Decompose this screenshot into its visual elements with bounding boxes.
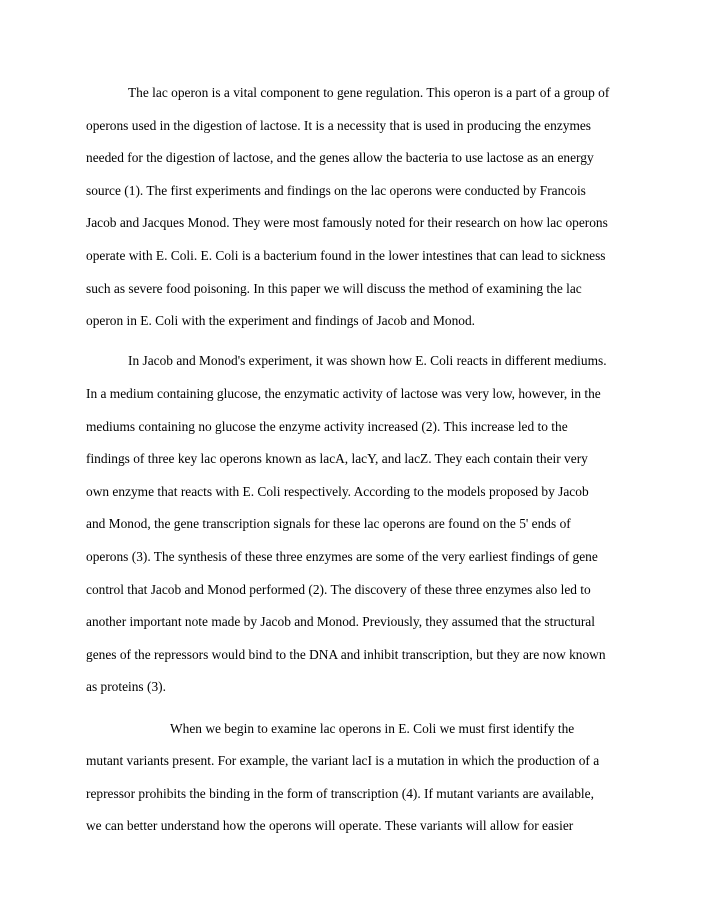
text-line: In Jacob and Monod's experiment, it was shown how E. Coli reacts in different mediums. [128, 353, 607, 368]
text-line: own enzyme that reacts with E. Coli respectively. According to the models proposed by Jacob [86, 484, 589, 499]
text-line: In a medium containing glucose, the enzymatic activity of lactose was very low, however, in the [86, 386, 601, 401]
text-line: mediums containing no glucose the enzyme activity increased (2). This increase led to the [86, 419, 568, 434]
text-line: control that Jacob and Monod performed (2). The discovery of these three enzymes also led to [86, 582, 591, 597]
text-line: When we begin to examine lac operons in E. Coli we must first identify the [170, 721, 575, 736]
text-line: The lac operon is a vital component to gene regulation. This operon is a part of a group of [128, 85, 610, 100]
text-line: another important note made by Jacob and Monod. Previously, they assumed that the structural [86, 614, 595, 629]
text-line: repressor prohibits the binding in the form of transcription (4). If mutant variants are available, [86, 786, 594, 801]
text-line: operons (3). The synthesis of these three enzymes are some of the very earliest findings of gene [86, 549, 598, 564]
text-line: findings of three key lac operons known as lacA, lacY, and lacZ. They each contain their very [86, 451, 588, 466]
text-line: we can better understand how the operons will operate. These variants will allow for easier [86, 818, 574, 833]
text-line: as proteins (3). [86, 679, 166, 694]
text-line: source (1). The first experiments and findings on the lac operons were conducted by Francois [86, 183, 586, 198]
text-line: mutant variants present. For example, the variant lacI is a mutation in which the production of a [86, 753, 600, 768]
text-line: operon in E. Coli with the experiment and findings of Jacob and Monod. [86, 313, 476, 328]
text-line: operate with E. Coli. E. Coli is a bacterium found in the lower intestines that can lead to sickness [86, 248, 606, 263]
text-line: needed for the digestion of lactose, and the genes allow the bacteria to use lactose as an energy [86, 150, 594, 165]
text-line: and Monod, the gene transcription signals for these lac operons are found on the 5' ends of [86, 516, 571, 531]
text-line: genes of the repressors would bind to the DNA and inhibit transcription, but they are now known [86, 647, 606, 662]
text-line: Jacob and Jacques Monod. They were most famously noted for their research on how lac operons [86, 215, 608, 230]
text-line: such as severe food poisoning. In this paper we will discuss the method of examining the lac [86, 281, 582, 296]
text-line: operons used in the digestion of lactose. It is a necessity that is used in producing the enzymes [86, 118, 592, 133]
